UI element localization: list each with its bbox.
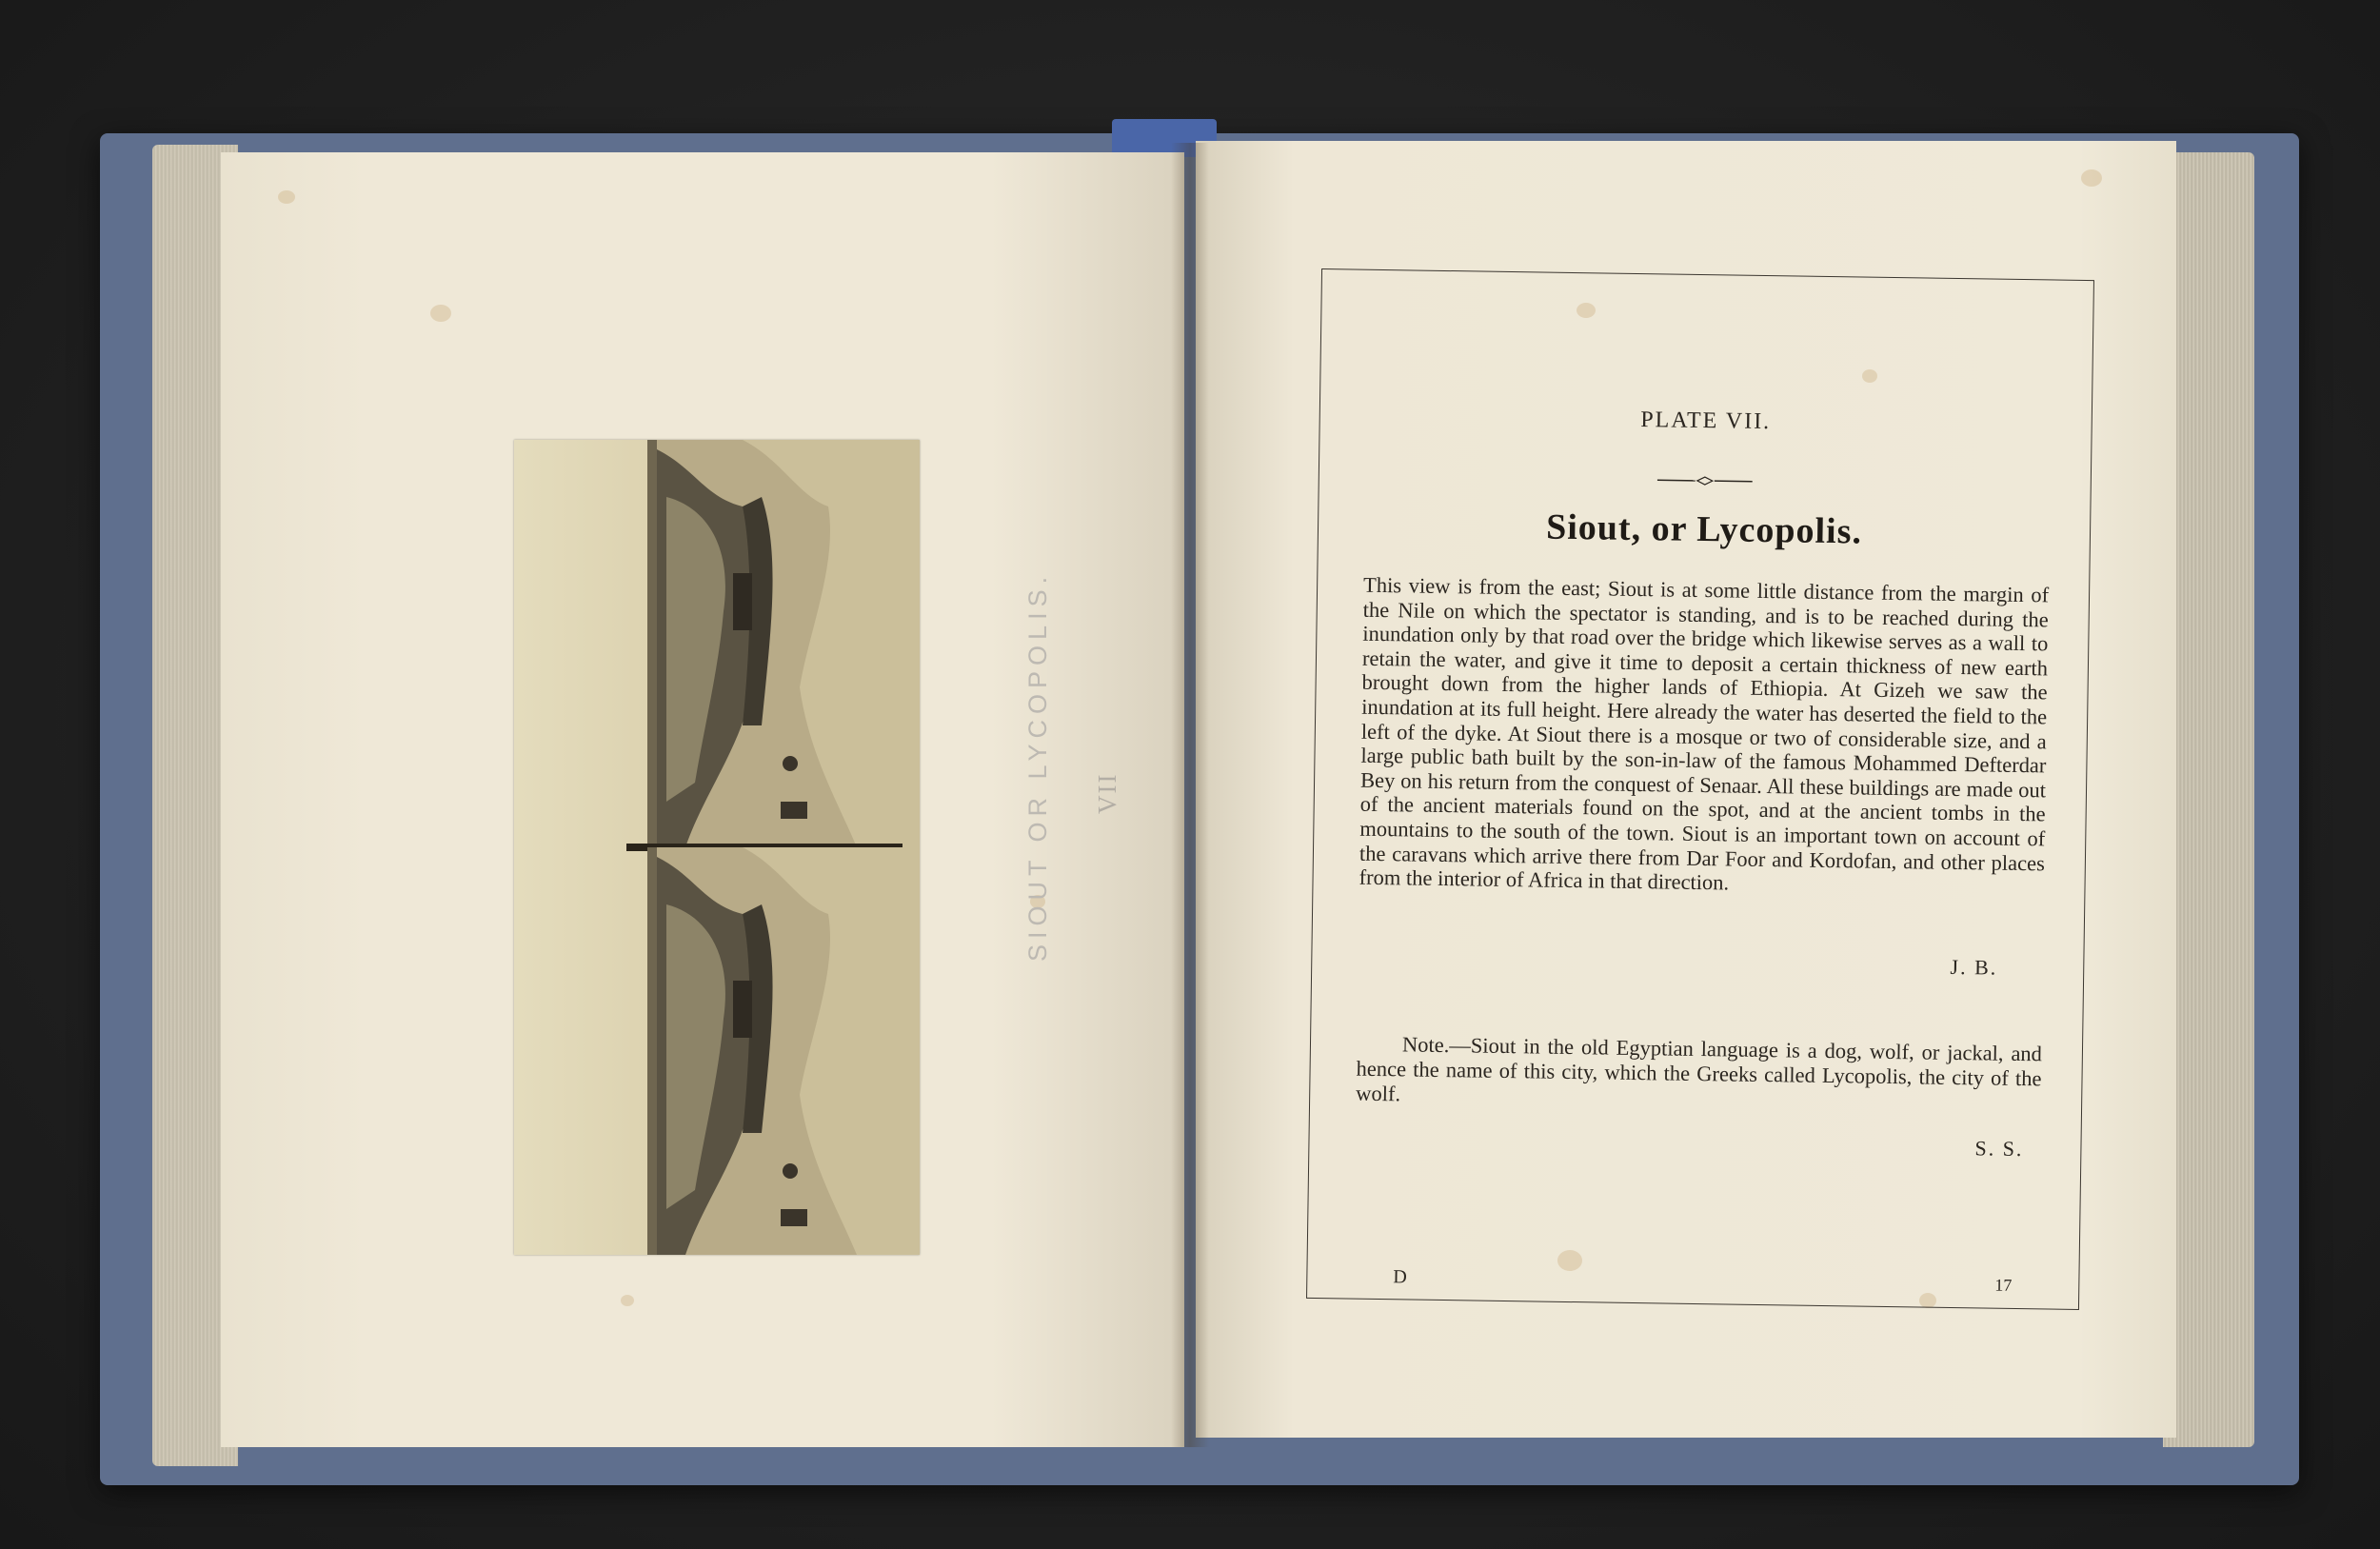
body-signature: J. B. bbox=[1950, 954, 1998, 980]
photo-frame-bottom bbox=[514, 847, 920, 1255]
note-signature: S. S. bbox=[1974, 1136, 2024, 1162]
gutter-shadow bbox=[1171, 143, 1209, 1447]
photo-caption-title: SIOUT OR LYCOPOLIS. bbox=[1023, 570, 1052, 962]
photo-caption-numeral: VII bbox=[1093, 772, 1121, 814]
signature-mark: D bbox=[1393, 1266, 1407, 1288]
page-number: 17 bbox=[1994, 1275, 2013, 1295]
foxing-spot bbox=[430, 305, 451, 322]
note-paragraph: Note.—Siout in the old Egyptian language is a dog, wolf, or jackal, and hence the name of this city, which the Greeks called Lycopolis, the city of the wolf. bbox=[1356, 1032, 2043, 1106]
right-page-edges bbox=[2163, 152, 2254, 1447]
stereo-photograph bbox=[514, 440, 920, 1255]
foxing-spot bbox=[621, 1295, 634, 1306]
page-title: Siout, or Lycopolis. bbox=[1545, 506, 1863, 552]
foxing-spot bbox=[2081, 169, 2102, 187]
text-frame bbox=[1306, 268, 2094, 1310]
photo-frame-top bbox=[514, 440, 920, 847]
ornament-rule bbox=[1657, 474, 1753, 487]
plate-label: PLATE VII. bbox=[1640, 407, 1772, 435]
body-paragraph: This view is from the east; Siout is at some little distance from the margin of the Nile on which the spectator is standing, and is to be reached during the inundation only by that road over the bridge which likewise serves as a wall to retain the water, and give it time to deposit a certain thickness of new earth brought down from the higher lands of Ethiopia. At Gizeh we saw the inundation at its full height. Here already the water has deserted the field to the left of the dyke. At Siout there is a mosque or two of considerable size, and a large public bath built by the son-in-law of the famous Mohammed Defterdar Bey on his return from the conquest of Senaar. All these buildings are made out of the ancient materials found on the spot, and at the ancient tombs in the mountains to the south of the town. Siout is an important town on account of the caravans which arrive there from Dar Foor and Kordofan, and other places from the interior of Africa in that direction. bbox=[1359, 572, 2050, 895]
foxing-spot bbox=[278, 190, 295, 204]
